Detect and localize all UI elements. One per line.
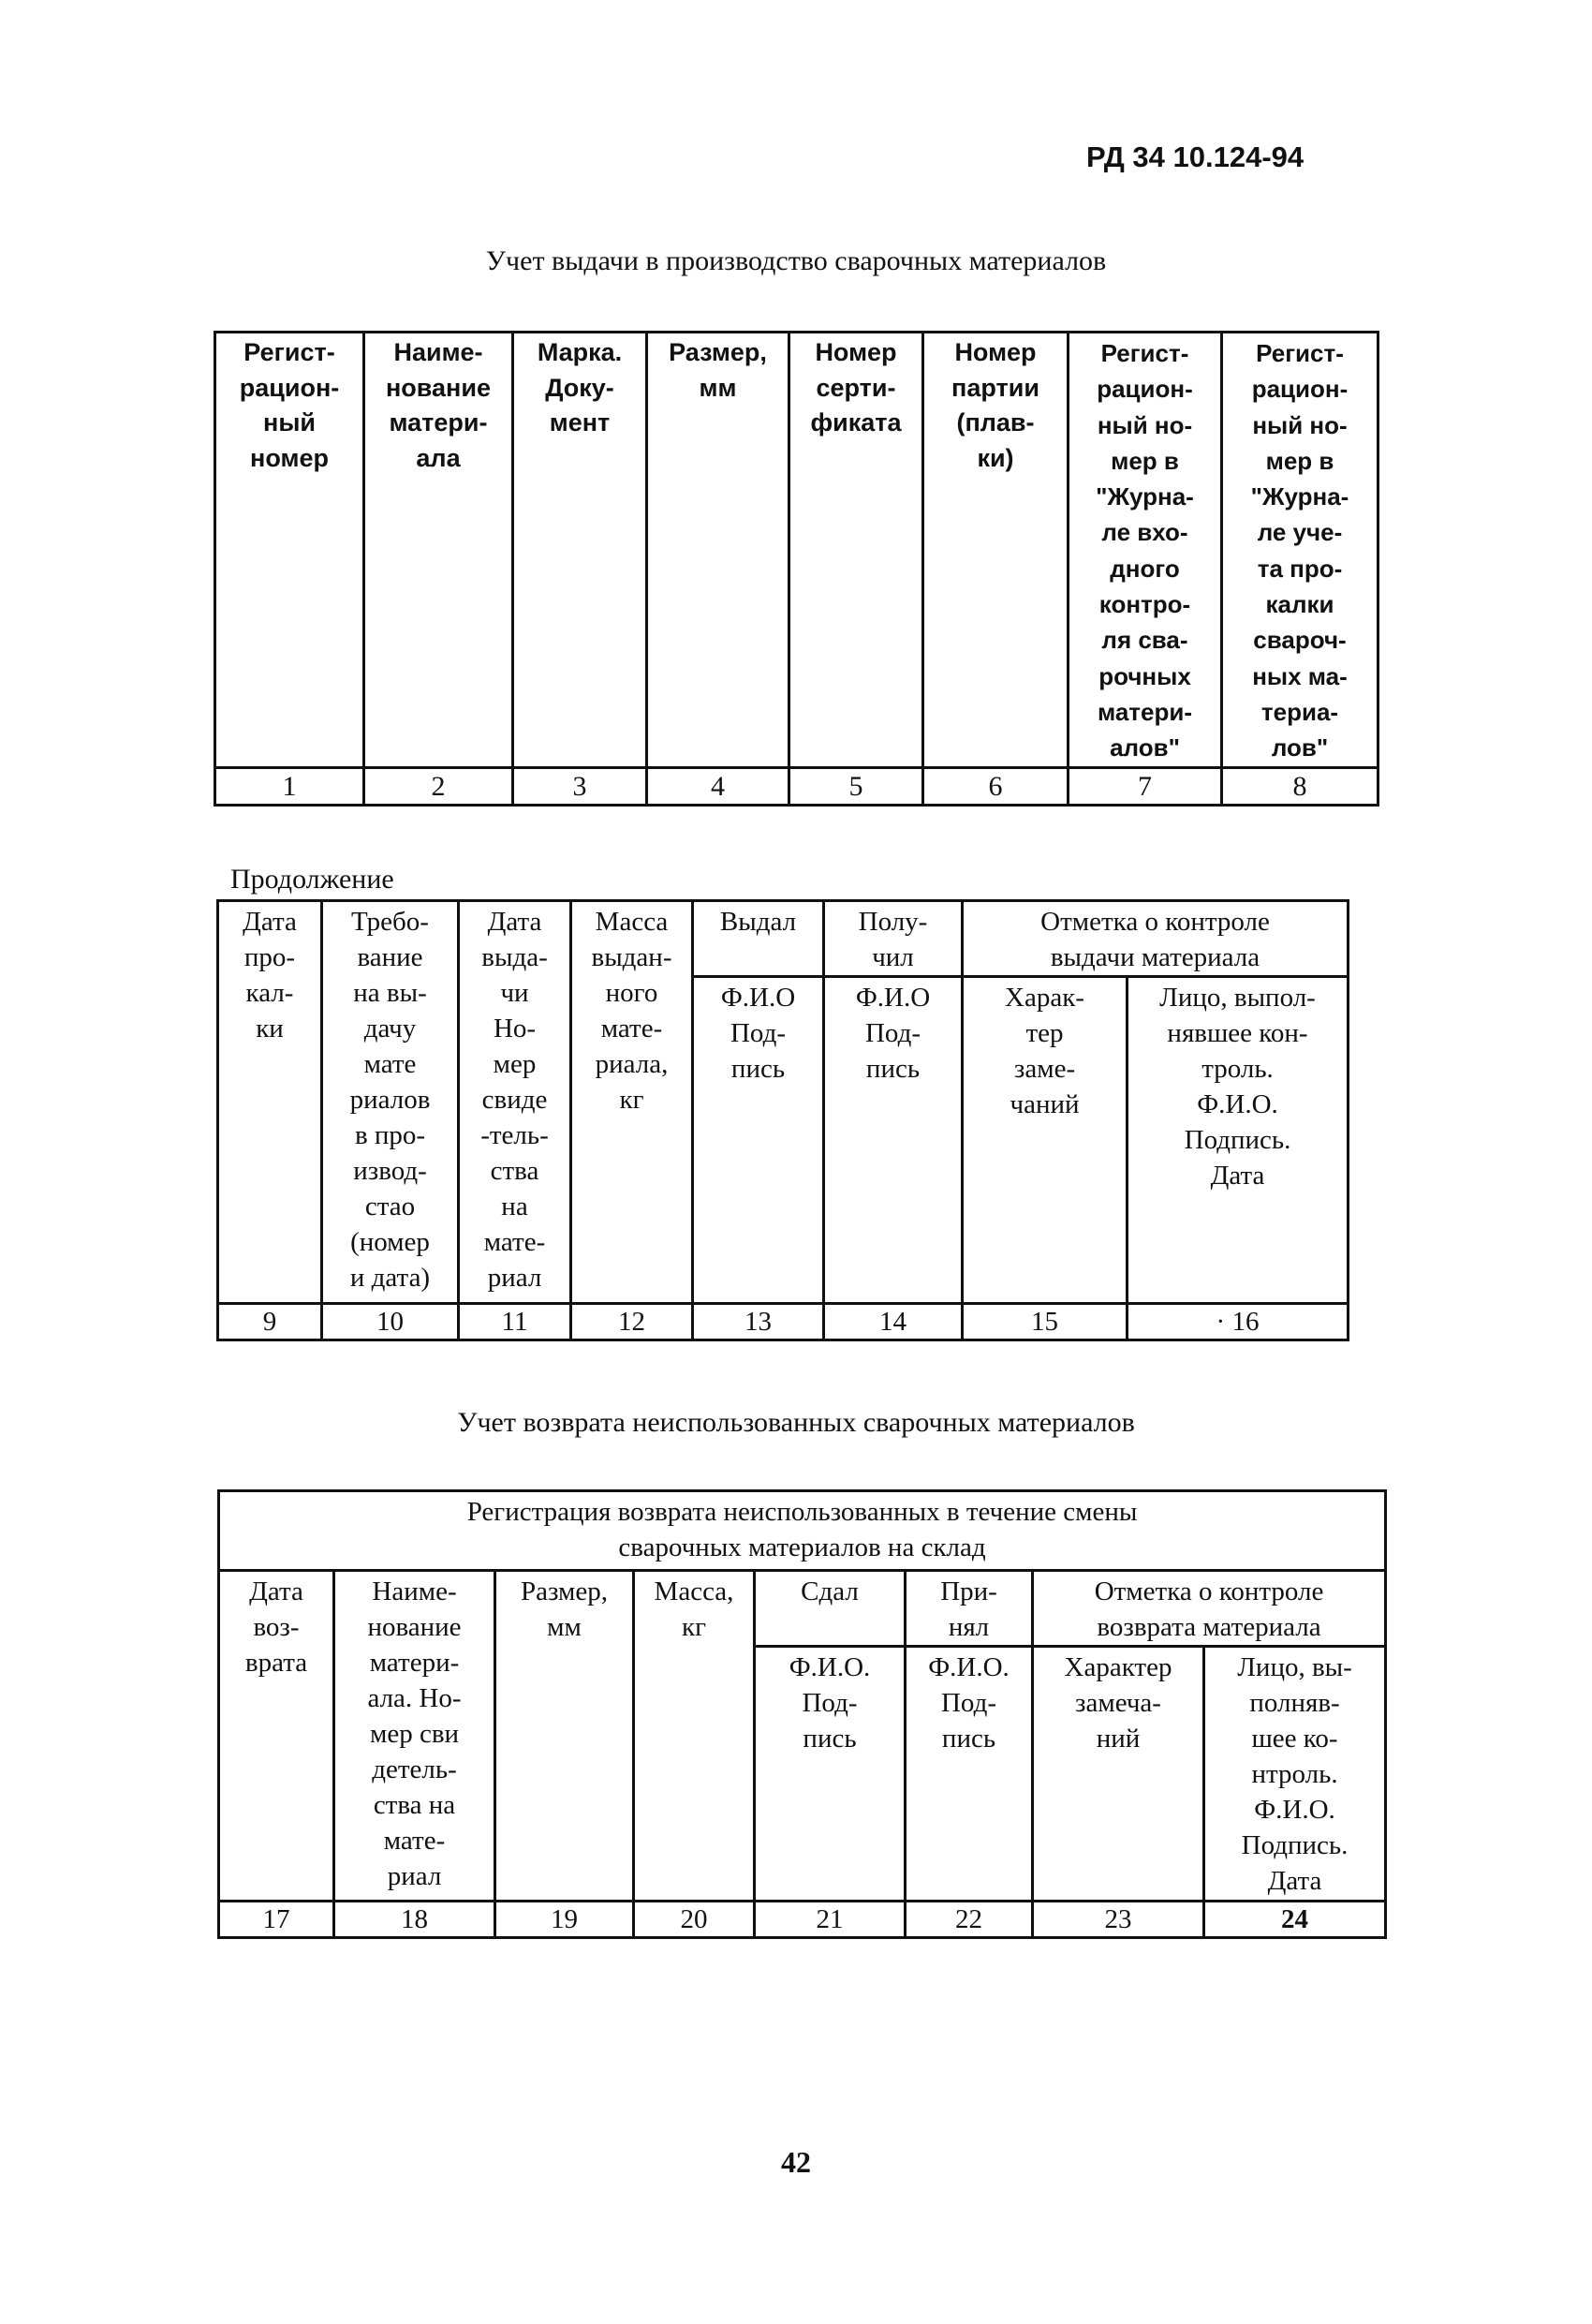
subcolumn-header: Лицо, выпол- нявшее кон- троль. Ф.И.О. Подпись. Дата — [1128, 977, 1349, 1304]
column-header: Размер, мм — [495, 1571, 634, 1902]
column-number: 18 — [334, 1902, 495, 1938]
column-number: 14 — [824, 1304, 963, 1340]
issue-table — [214, 331, 1379, 807]
issue-table-continuation — [216, 899, 1349, 1341]
column-number: 8 — [1222, 767, 1378, 806]
column-header: Масса, кг — [634, 1571, 755, 1902]
column-header: Отметка о контроле выдачи материала — [963, 901, 1349, 977]
page-number: 42 — [781, 2145, 811, 2179]
column-header: Дата воз- врата — [219, 1571, 334, 1902]
column-header: Дата про- кал- ки — [218, 901, 322, 1304]
column-number: 23 — [1033, 1902, 1204, 1938]
column-header: Масса выдан- ного мате- риала, кг — [571, 901, 693, 1304]
subcolumn-header: Лицо, вы- полняв- шее ко- нтроль. Ф.И.О. Подпись. Дата — [1204, 1647, 1386, 1902]
column-number: 20 — [634, 1902, 755, 1938]
subcolumn-header: Ф.И.О Под- пись — [824, 977, 963, 1304]
column-header: Номер партии (плав- ки) — [923, 333, 1069, 768]
column-number: 1 — [215, 767, 364, 806]
column-number: 21 — [755, 1902, 906, 1938]
subcolumn-header: Ф.И.О. Под- пись — [906, 1647, 1033, 1902]
column-number: 15 — [963, 1304, 1128, 1340]
return-table — [217, 1489, 1387, 1939]
column-header: Дата выда- чи Но- мер свиде -тель- ства на мате- риал — [459, 901, 571, 1304]
column-header: Наиме- нование матери- ала — [364, 333, 513, 768]
column-header: Отметка о контроле возврата материала — [1033, 1571, 1386, 1647]
column-number: · 16 — [1128, 1304, 1349, 1340]
column-number: 17 — [219, 1902, 334, 1938]
column-header: Размер, мм — [647, 333, 789, 768]
column-number: 13 — [693, 1304, 824, 1340]
column-number: 22 — [906, 1902, 1033, 1938]
column-header: При- нял — [906, 1571, 1033, 1647]
subcolumn-header: Характер замеча- ний — [1033, 1647, 1204, 1902]
column-header: Марка. Доку- мент — [513, 333, 647, 768]
continuation-caption: Продолжение — [230, 864, 394, 895]
column-header: Регист- рацион- ный но- мер в "Журна- ле вхо- дного контро- ля сва- рочных матери- алов" — [1069, 333, 1222, 768]
column-number: 4 — [647, 767, 789, 806]
section3-title: Учет возврата неиспользованных сварочных материалов — [457, 1407, 1135, 1438]
column-number: 24 — [1204, 1902, 1386, 1938]
column-header: Полу- чил — [824, 901, 963, 977]
column-number: 3 — [513, 767, 647, 806]
table-group-header: Регистрация возврата неиспользованных в течение смены сварочных материалов на склад — [219, 1491, 1386, 1571]
document-code: РД 34 10.124-94 — [1086, 141, 1305, 173]
column-number: 5 — [789, 767, 923, 806]
column-number: 2 — [364, 767, 513, 806]
column-number: 10 — [322, 1304, 459, 1340]
column-number: 19 — [495, 1902, 634, 1938]
column-header: Требо- вание на вы- дачу мате риалов в про- извод- стао (номер и дата) — [322, 901, 459, 1304]
column-number: 6 — [923, 767, 1069, 806]
subcolumn-header: Харак- тер заме- чаний — [963, 977, 1128, 1304]
subcolumn-header: Ф.И.О. Под- пись — [755, 1647, 906, 1902]
column-header: Номер серти- фиката — [789, 333, 923, 768]
column-header: Регист- рацион- ный номер — [215, 333, 364, 768]
column-number: 9 — [218, 1304, 322, 1340]
column-header: Наиме- нование матери- ала. Но- мер сви детель- ства на мате- риал — [334, 1571, 495, 1902]
column-header: Регист- рацион- ный но- мер в "Журна- ле уче- та про- калки свароч- ных ма- териа- лов" — [1222, 333, 1378, 768]
subcolumn-header: Ф.И.О Под- пись — [693, 977, 824, 1304]
column-number: 11 — [459, 1304, 571, 1340]
column-header: Сдал — [755, 1571, 906, 1647]
column-number: 12 — [571, 1304, 693, 1340]
column-header: Выдал — [693, 901, 824, 977]
column-number: 7 — [1069, 767, 1222, 806]
section1-title: Учет выдачи в производство сварочных материалов — [485, 245, 1107, 276]
